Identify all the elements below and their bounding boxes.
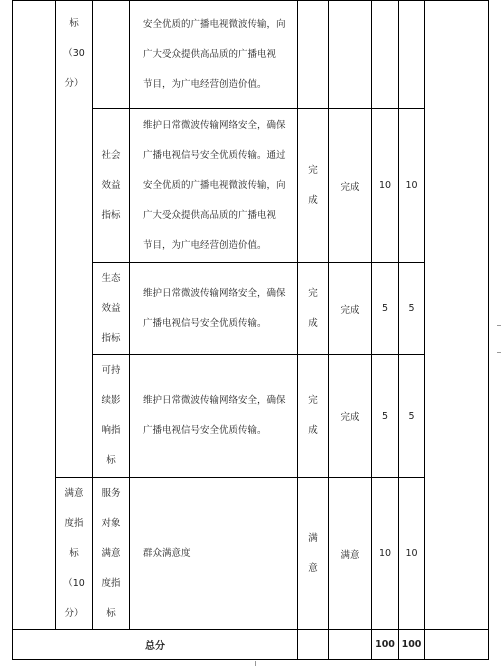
- indicator-label-line: 标: [106, 607, 116, 619]
- content-line: 节目，为广电经营创造价值。: [143, 78, 267, 90]
- score-cell: 10: [399, 109, 425, 263]
- actual-cell: [329, 1, 372, 109]
- indicator-content-cell: [130, 109, 298, 263]
- category2-cell-satisfaction: [56, 478, 93, 630]
- score-cell: 5: [399, 355, 425, 478]
- content-line: 广播电视信号安全优质传输。通过: [143, 149, 286, 161]
- indicator-label-line: 标: [106, 455, 116, 466]
- target-cell: [298, 109, 329, 263]
- actual-cell: 完成: [329, 355, 372, 478]
- indicator-label-line: 指标: [101, 209, 121, 221]
- content-line: 维护日常微波传输网络安全，确保: [143, 119, 286, 131]
- weight-cell: 10: [372, 109, 399, 263]
- category2-cell-benefit: [56, 1, 93, 478]
- target-line: 完: [308, 395, 318, 406]
- weight-cell: 5: [372, 263, 399, 355]
- indicator-content-cell: [130, 263, 298, 355]
- target-cell: [298, 1, 329, 109]
- actual-cell: 完成: [329, 263, 372, 355]
- target-cell: [298, 478, 329, 630]
- target-cell: [298, 263, 329, 355]
- category2-line: 满意: [64, 487, 84, 499]
- target-line: 成: [308, 425, 318, 436]
- performance-table: [12, 0, 489, 660]
- performance-table-page: [12, 0, 488, 660]
- score-cell: 5: [399, 263, 425, 355]
- category1-cell: [13, 1, 56, 630]
- indicator-label-cell: [93, 109, 130, 263]
- indicator-label-cell: [93, 478, 130, 630]
- indicator-label-line: 响指: [101, 425, 121, 436]
- target-cell: [298, 355, 329, 478]
- content-line: 维护日常微波传输网络安全，确保: [143, 287, 286, 299]
- weight-cell: 5: [372, 355, 399, 478]
- remarks-cell: [425, 1, 489, 630]
- indicator-label-cell: [93, 263, 130, 355]
- indicator-label-line: 生态: [101, 272, 121, 284]
- indicator-label-line: 可持: [101, 365, 121, 376]
- score-cell: [399, 1, 425, 109]
- actual-cell: 完成: [329, 109, 372, 263]
- indicator-content-cell: [130, 478, 298, 630]
- weight-cell: 10: [372, 478, 399, 630]
- indicator-label-cell: [93, 1, 130, 109]
- total-weight: 100: [372, 630, 399, 660]
- table-row: [13, 478, 489, 630]
- content-line: 群众满意度: [143, 547, 191, 559]
- category2-line: （30: [63, 48, 85, 59]
- indicator-label-line: 续影: [101, 395, 121, 406]
- total-row: [13, 630, 489, 660]
- indicator-label-line: 对象: [101, 517, 121, 529]
- content-line: 节目，为广电经营创造价值。: [143, 239, 267, 251]
- indicator-label-line: 服务: [101, 487, 121, 499]
- category2-line: 标: [69, 547, 79, 559]
- indicator-label-line: 社会: [101, 149, 121, 161]
- table-row: [13, 1, 489, 109]
- indicator-content-cell: [130, 1, 298, 109]
- target-line: 满: [308, 532, 318, 544]
- content-line: 广大受众提供高品质的广播电视: [143, 209, 277, 221]
- edge-tick-mark: [255, 661, 256, 666]
- edge-tick-mark: [497, 352, 501, 353]
- category2-line: 标: [69, 18, 79, 29]
- target-cell: [298, 630, 329, 660]
- content-line: 广大受众提供高品质的广播电视: [143, 48, 277, 60]
- indicator-label-cell: [93, 355, 130, 478]
- actual-cell: [329, 630, 372, 660]
- content-line: 安全优质的广播电视微波传输，向: [143, 179, 286, 191]
- target-line: 成: [308, 317, 318, 329]
- score-cell: 10: [399, 478, 425, 630]
- total-label: 总分: [13, 630, 298, 660]
- indicator-label-line: 度指: [101, 577, 121, 589]
- remarks-cell: [425, 630, 489, 660]
- target-line: 完: [308, 287, 318, 299]
- indicator-label-line: 满意: [101, 547, 121, 559]
- indicator-label-line: 指标: [101, 332, 121, 344]
- content-line: 维护日常微波传输网络安全，确保: [143, 395, 286, 406]
- target-line: 完: [308, 164, 318, 176]
- total-score: 100: [399, 630, 425, 660]
- category2-line: 分）: [64, 78, 84, 89]
- content-line: 广播电视信号安全优质传输。: [143, 317, 267, 329]
- edge-tick-mark: [497, 325, 501, 326]
- category2-line: 分）: [64, 607, 84, 619]
- indicator-label-line: 效益: [101, 302, 121, 314]
- content-line: 安全优质的广播电视微波传输，向: [143, 18, 286, 30]
- weight-cell: [372, 1, 399, 109]
- target-line: 意: [308, 562, 318, 574]
- category2-line: （10: [63, 577, 85, 589]
- category2-line: 度指: [64, 517, 84, 529]
- indicator-content-cell: [130, 355, 298, 478]
- target-line: 成: [308, 194, 318, 206]
- actual-cell: 满意: [329, 478, 372, 630]
- content-line: 广播电视信号安全优质传输。: [143, 425, 267, 436]
- indicator-label-line: 效益: [101, 179, 121, 191]
